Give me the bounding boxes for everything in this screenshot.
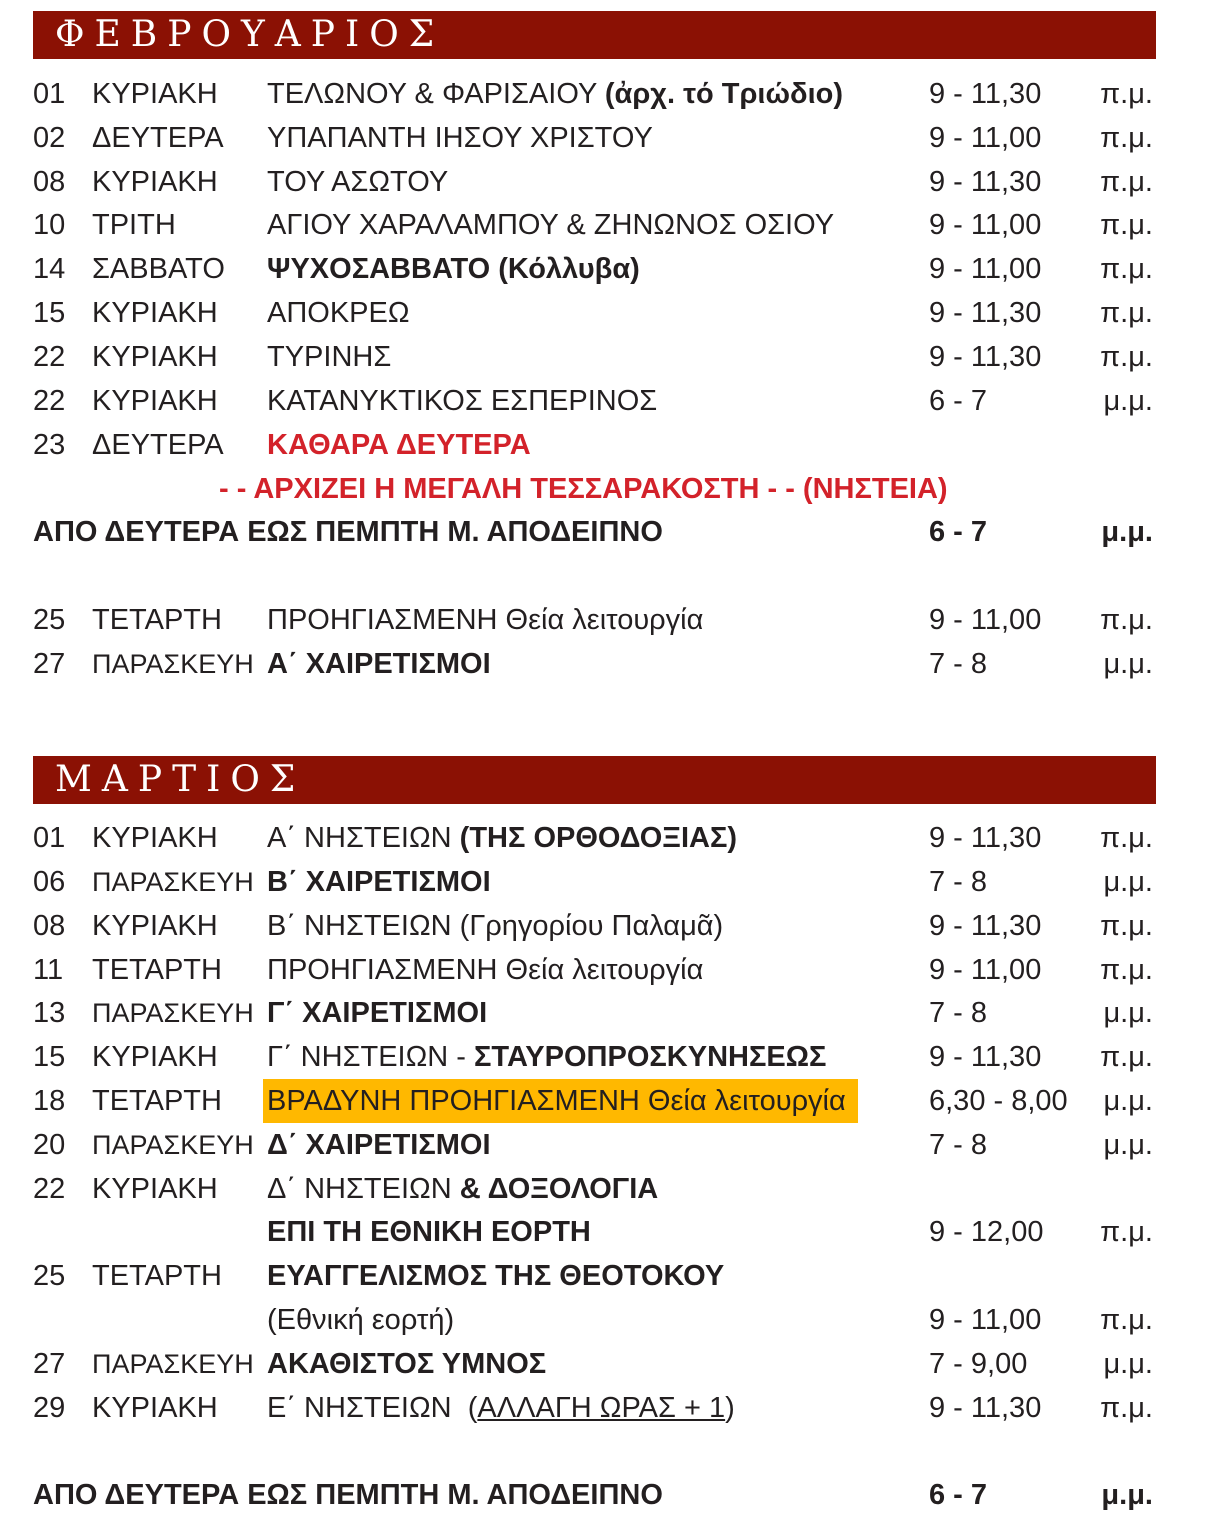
- day: 08: [33, 910, 66, 942]
- schedule-row: [0, 991, 1215, 1035]
- period: μ.μ.: [1103, 385, 1153, 417]
- time: 9 - 11,00: [929, 604, 1042, 636]
- time: 9 - 11,30: [929, 1392, 1042, 1424]
- event: ΚΑΤΑΝΥΚΤΙΚΟΣ ΕΣΠΕΡΙΝΟΣ: [267, 385, 658, 417]
- day: 15: [33, 297, 66, 329]
- period: μ.μ.: [1103, 648, 1153, 680]
- day: 01: [33, 822, 66, 854]
- period: π.μ.: [1100, 910, 1153, 942]
- schedule-row: [0, 1123, 1215, 1167]
- day: 11: [33, 954, 64, 986]
- schedule-row: [0, 598, 1215, 642]
- event-end: ): [725, 1392, 735, 1424]
- time: 9 - 11,00: [929, 253, 1042, 285]
- event: Α΄ ΧΑΙΡΕΤΙΣΜΟΙ: [267, 648, 491, 680]
- event-bold: & ΔΟΞΟΛΟΓΙΑ: [459, 1173, 659, 1205]
- weekday: ΚΥΡΙΑΚΗ: [92, 385, 218, 417]
- schedule-row: [0, 423, 1215, 467]
- february-banner: ΦΕΒΡΟΥΑΡΙΟΣ: [33, 11, 1156, 59]
- day: 27: [33, 648, 66, 680]
- time: 9 - 11,30: [929, 78, 1042, 110]
- schedule-row: [0, 948, 1215, 992]
- day: 22: [33, 385, 66, 417]
- day: 22: [33, 341, 66, 373]
- schedule-row: [0, 860, 1215, 904]
- event: ΑΠΟΚΡΕΩ: [267, 297, 410, 329]
- event-line2: ΕΠΙ ΤΗ ΕΘΝΙΚΗ ΕΟΡΤΗ: [267, 1216, 591, 1248]
- time: 9 - 12,00: [929, 1216, 1044, 1248]
- lent-notice-row: [0, 467, 1215, 511]
- day: 18: [33, 1085, 66, 1117]
- event: ΥΠΑΠΑΝΤΗ ΙΗΣΟΥ ΧΡΙΣΤΟΥ: [267, 122, 653, 154]
- day: 25: [33, 604, 66, 636]
- period: π.μ.: [1100, 1304, 1153, 1336]
- schedule-row-continuation: [0, 1210, 1215, 1254]
- schedule-row: [0, 72, 1215, 116]
- schedule-row: [0, 1254, 1215, 1298]
- schedule-row: [0, 1079, 1215, 1123]
- event-text: Δ΄ ΝΗΣΤΕΙΩΝ: [267, 1173, 460, 1205]
- period: μ.μ.: [1103, 1348, 1153, 1380]
- period: π.μ.: [1100, 1041, 1153, 1073]
- schedule-row: [0, 116, 1215, 160]
- event: ΠΡΟΗΓΙΑΣΜΕΝΗ Θεία λειτουργία: [267, 604, 704, 636]
- apodeipno-text: ΑΠΟ ΔΕΥΤΕΡΑ ΕΩΣ ΠΕΜΠΤΗ Μ. ΑΠΟΔΕΙΠΝΟ: [33, 1479, 663, 1511]
- time: 6 - 7: [929, 516, 988, 548]
- weekday: ΚΥΡΙΑΚΗ: [92, 1392, 218, 1424]
- period: π.μ.: [1100, 78, 1153, 110]
- event-underlined: ΑΛΛΑΓΗ ΩΡΑΣ + 1: [477, 1392, 726, 1424]
- event: Δ΄ ΧΑΙΡΕΤΙΣΜΟΙ: [267, 1129, 491, 1161]
- march-banner: ΜΑΡΤΙΟΣ: [33, 756, 1156, 804]
- time: 7 - 9,00: [929, 1348, 1028, 1380]
- period: μ.μ.: [1103, 1085, 1153, 1117]
- schedule-row: [0, 1167, 1215, 1211]
- event: Β΄ ΧΑΙΡΕΤΙΣΜΟΙ: [267, 866, 491, 898]
- event-text: ΤΕΛΩΝΟΥ & ΦΑΡΙΣΑΙΟΥ: [267, 78, 605, 110]
- schedule-row: [0, 160, 1215, 204]
- period: μ.μ.: [1101, 516, 1153, 548]
- event-bold: (ἀρχ. τό Τριώδιο): [604, 78, 844, 110]
- schedule-row-continuation: [0, 1298, 1215, 1342]
- weekday: ΚΥΡΙΑΚΗ: [92, 78, 218, 110]
- period: π.μ.: [1100, 604, 1153, 636]
- day: 25: [33, 1260, 66, 1292]
- weekday: ΔΕΥΤΕΡΑ: [92, 122, 224, 154]
- time: 7 - 8: [929, 1129, 988, 1161]
- day: 13: [33, 997, 66, 1029]
- time: 7 - 8: [929, 866, 988, 898]
- period: μ.μ.: [1103, 997, 1153, 1029]
- weekday: ΤΕΤΑΡΤΗ: [92, 1085, 222, 1117]
- time: 6,30 - 8,00: [929, 1085, 1068, 1117]
- period: π.μ.: [1100, 166, 1153, 198]
- event: ΑΓΙΟΥ ΧΑΡΑΛΑΜΠΟΥ & ΖΗΝΩΝΟΣ ΟΣΙΟΥ: [267, 209, 835, 241]
- weekday: ΔΕΥΤΕΡΑ: [92, 429, 224, 461]
- period: π.μ.: [1100, 822, 1153, 854]
- time: 9 - 11,30: [929, 822, 1042, 854]
- weekday: ΚΥΡΙΑΚΗ: [92, 341, 218, 373]
- schedule-row: [0, 1342, 1215, 1386]
- schedule-row: [0, 1386, 1215, 1430]
- weekday: ΣΑΒΒΑΤΟ: [92, 253, 225, 285]
- time: 9 - 11,30: [929, 910, 1042, 942]
- period: π.μ.: [1100, 954, 1153, 986]
- weekday: ΤΕΤΑΡΤΗ: [92, 954, 222, 986]
- period: μ.μ.: [1103, 1129, 1153, 1161]
- period: π.μ.: [1100, 341, 1153, 373]
- day: 29: [33, 1392, 66, 1424]
- event: ΠΡΟΗΓΙΑΣΜΕΝΗ Θεία λειτουργία: [267, 954, 704, 986]
- time: 9 - 11,00: [929, 954, 1042, 986]
- day: 23: [33, 429, 66, 461]
- schedule-row: [0, 642, 1215, 686]
- weekday: ΤΡΙΤΗ: [92, 209, 176, 241]
- weekday: ΤΕΤΑΡΤΗ: [92, 604, 222, 636]
- weekday: ΠΑΡΑΣΚΕΥΗ: [92, 1130, 254, 1160]
- weekday: ΚΥΡΙΑΚΗ: [92, 1173, 218, 1205]
- schedule-row: [0, 904, 1215, 948]
- time: 9 - 11,00: [929, 209, 1042, 241]
- apodeipno-text: ΑΠΟ ΔΕΥΤΕΡΑ ΕΩΣ ΠΕΜΠΤΗ Μ. ΑΠΟΔΕΙΠΝΟ: [33, 516, 663, 548]
- event: ΤΥΡΙΝΗΣ: [267, 341, 392, 373]
- event: ΑΚΑΘΙΣΤΟΣ ΥΜΝΟΣ: [267, 1348, 547, 1380]
- event: ΨΥΧΟΣΑΒΒΑΤΟ (Κόλλυβα): [267, 253, 640, 285]
- period: π.μ.: [1100, 253, 1153, 285]
- period: π.μ.: [1100, 209, 1153, 241]
- day: 14: [33, 253, 66, 285]
- event-text: Γ΄ ΝΗΣΤΕΙΩΝ -: [267, 1041, 475, 1073]
- event: ΤΟΥ ΑΣΩΤΟΥ: [267, 166, 449, 198]
- event: Β΄ ΝΗΣΤΕΙΩΝ (Γρηγορίου Παλαμᾶ): [267, 910, 724, 942]
- time: 9 - 11,30: [929, 297, 1042, 329]
- day: 15: [33, 1041, 66, 1073]
- schedule-row: [0, 247, 1215, 291]
- weekday: ΚΥΡΙΑΚΗ: [92, 1041, 218, 1073]
- schedule-row: [0, 291, 1215, 335]
- event-line2: (Εθνική εορτή): [267, 1304, 455, 1336]
- schedule-row: [0, 335, 1215, 379]
- weekday: ΠΑΡΑΣΚΕΥΗ: [92, 998, 254, 1028]
- event-bold: (ΤΗΣ ΟΡΘΟΔΟΞΙΑΣ): [459, 822, 738, 854]
- event: [267, 1035, 826, 1079]
- weekday: ΚΥΡΙΑΚΗ: [92, 297, 218, 329]
- period: μ.μ.: [1103, 866, 1153, 898]
- time: 6 - 7: [929, 1479, 988, 1511]
- day: 22: [33, 1173, 66, 1205]
- lent-notice: - - ΑΡΧΙΖΕΙ Η ΜΕΓΑΛΗ ΤΕΣΣΑΡΑΚΟΣΤΗ - - (ΝΗΣΤΕΙΑ): [219, 473, 948, 505]
- event: ΕΥΑΓΓΕΛΙΣΜΟΣ ΤΗΣ ΘΕΟΤΟΚΟΥ: [267, 1260, 725, 1292]
- schedule-row: [0, 379, 1215, 423]
- day: 06: [33, 866, 66, 898]
- schedule-row: [0, 816, 1215, 860]
- weekday: ΤΕΤΑΡΤΗ: [92, 1260, 222, 1292]
- time: 9 - 11,30: [929, 341, 1042, 373]
- weekday: ΠΑΡΑΣΚΕΥΗ: [92, 867, 254, 897]
- period: π.μ.: [1100, 122, 1153, 154]
- event-text: Ε΄ ΝΗΣΤΕΙΩΝ (: [267, 1392, 478, 1424]
- event-highlighted: ΒΡΑΔΥΝΗ ΠΡΟΗΓΙΑΣΜΕΝΗ Θεία λειτουργία: [263, 1079, 858, 1123]
- weekday: ΚΥΡΙΑΚΗ: [92, 166, 218, 198]
- event: ΚΑΘΑΡΑ ΔΕΥΤΕΡΑ: [267, 429, 531, 461]
- event: [267, 72, 843, 116]
- event: [267, 816, 737, 860]
- time: 7 - 8: [929, 648, 988, 680]
- day: 01: [33, 78, 66, 110]
- period: μ.μ.: [1101, 1479, 1153, 1511]
- period: π.μ.: [1100, 1392, 1153, 1424]
- event-bold: ΣΤΑΥΡΟΠΡΟΣΚΥΝΗΣΕΩΣ: [474, 1041, 827, 1073]
- day: 20: [33, 1129, 66, 1161]
- event: [267, 1167, 658, 1211]
- event: Γ΄ ΧΑΙΡΕΤΙΣΜΟΙ: [267, 997, 488, 1029]
- time: 9 - 11,00: [929, 1304, 1042, 1336]
- time: 9 - 11,00: [929, 122, 1042, 154]
- schedule-row: [0, 203, 1215, 247]
- time: 9 - 11,30: [929, 166, 1042, 198]
- apodeipno-row: [0, 1473, 1215, 1517]
- weekday: ΚΥΡΙΑΚΗ: [92, 910, 218, 942]
- day: 02: [33, 122, 66, 154]
- time: 9 - 11,30: [929, 1041, 1042, 1073]
- schedule-row: [0, 1035, 1215, 1079]
- weekday: ΠΑΡΑΣΚΕΥΗ: [92, 649, 254, 679]
- apodeipno-row: [0, 510, 1215, 554]
- time: 6 - 7: [929, 385, 988, 417]
- time: 7 - 8: [929, 997, 988, 1029]
- event: [267, 1386, 735, 1430]
- day: 10: [33, 209, 66, 241]
- day: 08: [33, 166, 66, 198]
- day: 27: [33, 1348, 66, 1380]
- weekday: ΠΑΡΑΣΚΕΥΗ: [92, 1349, 254, 1379]
- period: π.μ.: [1100, 297, 1153, 329]
- event-text: Α΄ ΝΗΣΤΕΙΩΝ: [267, 822, 460, 854]
- weekday: ΚΥΡΙΑΚΗ: [92, 822, 218, 854]
- period: π.μ.: [1100, 1216, 1153, 1248]
